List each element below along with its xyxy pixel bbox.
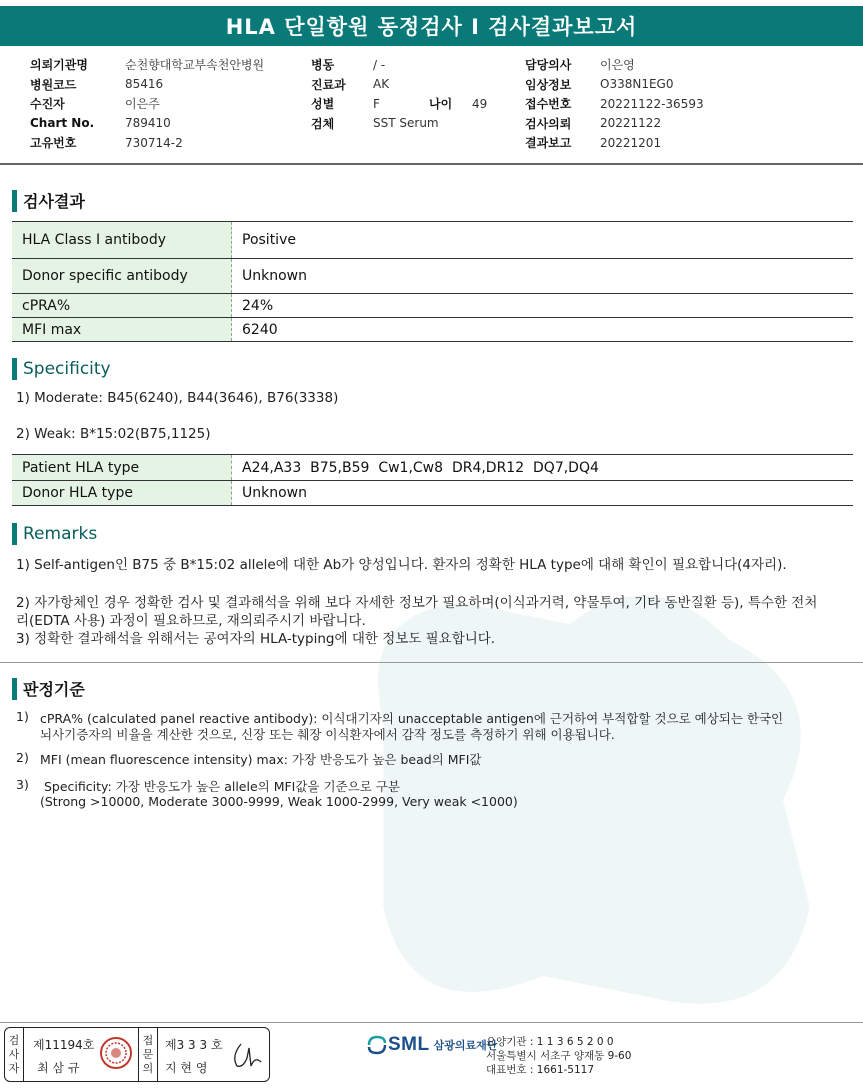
label-unique-no: 고유번호 <box>30 136 77 151</box>
value-department: AK <box>373 77 390 92</box>
specificity-title: Specificity <box>23 359 111 379</box>
org-info-line: 서울특별시 서초구 양재동 9-60 <box>486 1050 632 1062</box>
approver-label-char: 의 <box>142 1061 154 1075</box>
approver-label-char: 문 <box>142 1047 154 1061</box>
label-ward: 병동 <box>311 58 335 73</box>
label-receipt-no: 접수번호 <box>525 97 572 112</box>
value-chart-no: 789410 <box>125 116 171 131</box>
sml-logo-text: SML <box>388 1034 430 1055</box>
criteria-number: 2) <box>16 750 29 765</box>
inspector-name: 최 삼 규 <box>37 1061 80 1075</box>
label-age: 나이 <box>429 97 453 112</box>
header-column-2 <box>311 55 487 133</box>
value-report-date: 20221201 <box>600 135 662 150</box>
result-value: 24% <box>232 294 854 318</box>
inspector-label-char: 검 <box>8 1033 20 1047</box>
patient-info-header <box>0 55 863 160</box>
label-patient: 수진자 <box>30 97 65 112</box>
remark-line: 리(EDTA 사용) 과정이 필요하므로, 재의뢰주시기 바랍니다. <box>16 613 366 629</box>
hla-value: A24,A33 B75,B59 Cw1,Cw8 DR4,DR12 DQ7,DQ4 <box>232 455 854 481</box>
specificity-line: 2) Weak: B*15:02(B75,1125) <box>16 426 211 442</box>
hla-key: Patient HLA type <box>12 455 232 481</box>
label-chart-no: Chart No. <box>30 116 95 131</box>
table-row <box>12 294 853 318</box>
org-info <box>486 1035 631 1077</box>
header-column-3 <box>525 55 704 153</box>
remark-line: 3) 정확한 결과해석을 위해서는 공여자의 HLA-typing에 대한 정보도 필요합니다. <box>16 631 496 647</box>
result-key: Donor specific antibody <box>12 259 232 294</box>
results-section-heading <box>12 189 85 212</box>
result-key: MFI max <box>12 318 232 342</box>
value-request-date: 20221122 <box>600 116 662 131</box>
value-specimen: SST Serum <box>373 116 439 131</box>
label-institution: 의뢰기관명 <box>30 58 88 73</box>
org-info-line: 요양기관 : 1 1 3 6 5 2 0 0 <box>486 1036 614 1048</box>
specificity-line: 1) Moderate: B45(6240), B44(3646), B76(3338) <box>16 390 339 406</box>
value-hospital-code: 85416 <box>125 77 164 92</box>
table-row <box>12 455 853 481</box>
table-row <box>12 259 853 294</box>
org-name: 삼광의료재단 <box>433 1039 498 1052</box>
table-row <box>12 481 853 506</box>
approver-license-no: 제3 3 3 호 <box>165 1038 223 1052</box>
criteria-section-heading <box>12 677 85 700</box>
label-clinical-info: 임상정보 <box>525 77 572 92</box>
hla-key: Donor HLA type <box>12 481 232 506</box>
label-report-date: 결과보고 <box>525 136 572 151</box>
criteria-line: MFI (mean fluorescence intensity) max: 가장 반응도가 높은 bead의 MFI값 <box>40 752 482 767</box>
value-ward: / - <box>373 57 386 72</box>
remarks-divider <box>0 662 863 663</box>
table-row <box>12 222 853 259</box>
label-sex: 성별 <box>311 97 335 112</box>
footer-divider <box>0 1022 863 1023</box>
inspector-label-char: 자 <box>8 1061 20 1075</box>
result-value: Positive <box>232 222 854 259</box>
label-specimen: 검체 <box>311 116 335 131</box>
official-seal-icon <box>99 1036 133 1070</box>
result-value: Unknown <box>232 259 854 294</box>
label-hospital-code: 병원코드 <box>30 77 77 92</box>
table-row <box>12 318 853 342</box>
remarks-title: Remarks <box>23 524 98 544</box>
approver-label <box>138 1028 158 1081</box>
value-unique-no: 730714-2 <box>125 135 183 150</box>
report-title: HLA 단일항원 동정검사 I 검사결과보고서 <box>0 6 863 46</box>
value-age: 49 <box>472 96 488 111</box>
org-info-line: 대표번호 : 1661-5117 <box>486 1064 595 1076</box>
criteria-number: 1) <box>16 709 29 724</box>
inspector-label <box>5 1028 24 1081</box>
sml-swirl-icon <box>366 1034 388 1056</box>
result-value: 6240 <box>232 318 854 342</box>
label-doctor: 담당의사 <box>525 58 572 73</box>
results-title: 검사결과 <box>23 192 85 211</box>
criteria-title: 판정기준 <box>23 680 85 699</box>
section-marker <box>12 678 17 700</box>
result-key: cPRA% <box>12 294 232 318</box>
value-institution: 순천향대학교부속천안병원 <box>125 58 265 73</box>
criteria-line: 뇌사기증자의 비율을 계산한 것으로, 신장 또는 췌장 이식환자에서 감작 정도를 측정하기 위해 이용됩니다. <box>40 727 615 742</box>
remarks-section-heading <box>12 523 97 545</box>
value-receipt-no: 20221122-36593 <box>600 96 704 111</box>
value-patient: 이은주 <box>125 97 160 112</box>
value-clinical-info: O338N1EG0 <box>600 77 674 92</box>
criteria-number: 3) <box>16 777 29 792</box>
hla-value: Unknown <box>232 481 854 506</box>
header-divider <box>0 163 863 165</box>
remark-line: 2) 자가항체인 경우 정확한 검사 및 결과해석을 위해 보다 자세한 정보가 필요하며(이식과거력, 약물투여, 기타 동반질환 등), 특수한 전처 <box>16 595 818 611</box>
value-sex: F <box>373 96 380 111</box>
handwritten-signature-icon <box>229 1038 265 1072</box>
inspector-label-char: 사 <box>8 1047 20 1061</box>
section-marker <box>12 190 17 212</box>
criteria-line: cPRA% (calculated panel reactive antibody): 이식대기자의 unacceptable antigen에 근거하여 부적합할 것으로 예상되는 한국인 <box>40 711 784 726</box>
section-marker <box>12 523 17 545</box>
label-request-date: 검사의뢰 <box>525 116 572 131</box>
results-table <box>12 221 853 342</box>
label-department: 진료과 <box>311 77 346 92</box>
signature-box <box>4 1027 270 1082</box>
inspector-license-no: 제11194호 <box>33 1038 95 1052</box>
specificity-section-heading <box>12 358 111 380</box>
sml-logo <box>366 1034 497 1056</box>
result-key: HLA Class I antibody <box>12 222 232 259</box>
approver-label-char: 접 <box>142 1033 154 1047</box>
section-marker <box>12 358 17 380</box>
approver-name: 지 현 영 <box>165 1061 208 1075</box>
hla-type-table <box>12 454 853 506</box>
criteria-line: Specificity: 가장 반응도가 높은 allele의 MFI값을 기준으로 구분 <box>40 779 400 794</box>
remark-line: 1) Self-antigen인 B75 중 B*15:02 allele에 대한 Ab가 양성입니다. 환자의 정확한 HLA type에 대해 확인이 필요합니다(4자리). <box>16 557 787 573</box>
header-column-1 <box>30 55 264 153</box>
value-doctor: 이은영 <box>600 58 635 73</box>
criteria-line: (Strong >10000, Moderate 3000-9999, Weak 1000-2999, Very weak <1000) <box>40 794 518 809</box>
